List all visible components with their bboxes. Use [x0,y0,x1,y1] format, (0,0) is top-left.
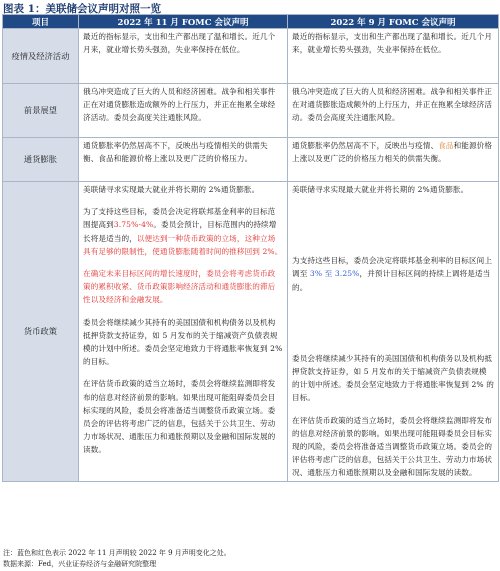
fomc-comparison-table [2,14,499,482]
header-sep: 2022 年 9 月 FOMC 会议声明 [288,15,499,29]
footnote-source: 数据来源：Fed，兴业证券经济与金融研究院整理 [3,560,157,568]
header-nov: 2022 年 11 月 FOMC 会议声明 [79,15,288,29]
outlook-sep: 俄乌冲突造成了巨大的人员和经济困难。战争和相关事件正在对通货膨胀造成额外的上行压力，并正在拖累全球经济活动。委员会高度关注通胀风险。 [288,84,499,138]
highlight-food: 食品 [438,141,454,150]
policy-nov [79,182,288,482]
row-inflation [3,138,499,182]
row-economy [3,29,499,84]
policy-nov-p5: 在评估货币政策的适当立场时，委员会将继续监测即将发布的信息对经济前景的影响。如果出现可能阻碍委员会目标实现的风险，委员会将准备适当调整货币政策立场。委员会的评估将考虑广泛的信息，包括关于公共卫生、劳动力市场状况、通胀压力和通胀预期以及金融和国际发展的读数。 [83,379,276,455]
label-inflation: 通货膨胀 [3,138,79,182]
policy-nov-p2: 为了支持这些目标，委员会决定将联邦基金利率的目标范围提高到3.75%-4%。委员会预计，目标范围内的持续增长将是适当的，以便达到一种货币政策的立场，这种立场具有足够的限制性，使通货膨胀随着时间的推移回到 2%。 [83,207,283,256]
row-outlook [3,84,499,138]
policy-sep-p1: 美联储寻求实现最大就业并将长期的 2%通货膨胀。 [292,185,469,194]
rate-sep: 3% 至 3.25% [309,269,360,279]
policy-sep-p4: 委员会将继续减少其持有的美国国债和机构债务以及机构抵押贷款支持证券，如 5 月发布的关于缩减资产负债表规模的计划中所述。委员会坚定地致力于将通胀率恢复到 2% 的目标。 [292,353,494,403]
policy-nov-p1: 美联储寻求实现最大就业并将长期的 2%通货膨胀。 [83,185,260,194]
header-item: 项目 [3,15,79,29]
policy-sep [288,182,499,482]
inflation-sep: 通货膨胀率仍然居高不下，反映出与疫情、食品和能源价格上涨以及更广泛的价格压力相关的供需失衡。 [288,138,499,182]
label-policy: 货币政策 [3,182,79,482]
label-economy: 疫情及经济活动 [3,29,79,84]
policy-nov-p4: 委员会将继续减少其持有的美国国债和机构债务以及机构抵押贷款支持证券，如 5 月发布的关于缩减资产负债表规模的计划中所述。委员会坚定地致力于将通胀率恢复到 2% 的目标。 [83,317,283,367]
footnotes [3,548,231,570]
figure-title: 图表 1：美联储会议声明对照一览 [3,3,161,15]
outlook-nov: 俄乌冲突造成了巨大的人员和经济困难。战争和相关事件正在对通货膨胀造成额外的上行压力，并正在拖累全球经济活动。委员会高度关注通胀风险。 [79,84,288,138]
rate-nov: 3.75%-4% [113,220,154,230]
row-policy [3,182,499,482]
policy-sep-p2: 为支持这些目标，委员会决定将联邦基金利率的目标区间上调至 3% 至 3.25%，并预计目标区间的持续上调将是适当的。 [292,256,493,292]
economy-nov: 最近的指标显示，支出和生产都出现了温和增长。近几个月来，就业增长势头强劲，失业率保持在低位。 [79,29,288,84]
footnote-note: 注：蓝色和红色表示 2022 年 11 月声明较 2022 年 9 月声明变化之处。 [3,549,231,557]
economy-sep: 最近的指标显示，支出和生产都出现了温和增长。近几个月来，就业增长势头强劲，失业率保持在低位。 [288,29,499,84]
header-row [3,15,499,29]
policy-sep-p5: 在评估货币政策的适当立场时，委员会将继续监测即将发布的信息对经济前景的影响。如果出现可能阻碍委员会目标实现的风险，委员会将准备适当调整货币政策立场。委员会的评估将考虑广泛的信息，包括关于公共卫生、劳动力市场状况、通胀压力和通胀预期以及金融和国际发展的读数。 [292,415,493,478]
policy-nov-p3: 在确定未来目标区间的增长速度时，委员会将考虑货币政策的累积收紧、货币政策影响经济活动和通货膨胀的滞后性以及经济和金融发展。 [83,269,276,305]
label-outlook: 前景展望 [3,84,79,138]
inflation-nov: 通货膨胀率仍然居高不下，反映出与疫情相关的供需失衡、食品和能源价格上涨以及更广泛的价格压力。 [79,138,288,182]
